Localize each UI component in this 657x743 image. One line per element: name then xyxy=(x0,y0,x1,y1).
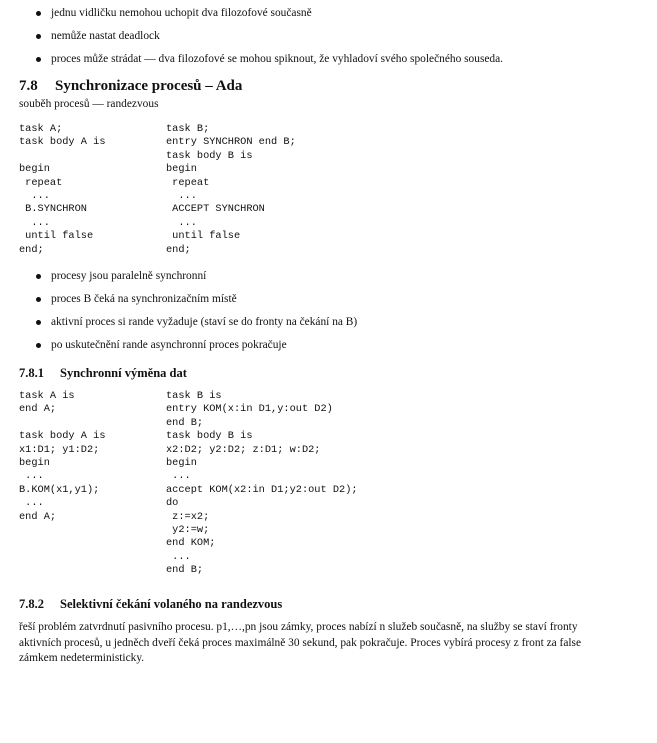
code-line: ... xyxy=(19,189,50,202)
list-item: procesy jsou paralelně synchronní xyxy=(19,269,639,284)
list-item: po uskutečnění rande asynchronní proces pokračuje xyxy=(19,338,639,353)
code-line: y2:=w; xyxy=(166,523,210,536)
code-line: end KOM; xyxy=(166,537,216,550)
paragraph-selective-waiting: řeší problém zatvrdnutí pasivního procesu. p1,…,pn jsou zámky, proces nabízí n služeb současně, na služby se staví fronty aktivních procesů, u jedněch dveří čeká proces maximálně 30 sekund, pak pokračuje. Proces vybírá procesy z front za false zámkem nedeterministicky. xyxy=(19,621,582,664)
code-line: ... xyxy=(19,216,50,229)
code-line: B.KOM(x1,y1); xyxy=(19,483,100,496)
code-line: task A is xyxy=(19,390,75,402)
code-line: ... xyxy=(166,470,191,483)
code-line: end A; xyxy=(19,403,57,416)
code-line: task body A is xyxy=(19,136,106,149)
code-line: repeat xyxy=(166,176,210,189)
code-line: ... xyxy=(19,497,44,510)
bullet-icon xyxy=(36,297,41,302)
code-line: do xyxy=(166,497,179,510)
code-column-task-b xyxy=(166,123,296,257)
code-line: task body A is xyxy=(19,430,106,443)
section-number: 7.8 xyxy=(19,78,38,94)
code-line: task body B is xyxy=(166,430,253,443)
top-bullet-list xyxy=(19,6,639,67)
subsection-number: 7.8.1 xyxy=(19,366,44,380)
code-line: ... xyxy=(166,189,197,202)
code-column-task-a xyxy=(19,390,106,524)
list-item: nemůže nastat deadlock xyxy=(19,29,639,44)
list-item: proces B čeká na synchronizačním místě xyxy=(19,292,639,307)
bullet-icon xyxy=(36,57,41,62)
list-item: proces může strádat — dva filozofové se mohou spiknout, že vyhladoví svého společného souseda. xyxy=(19,52,639,67)
bullet-icon xyxy=(36,343,41,348)
bullet-icon xyxy=(36,320,41,325)
code-line: until false xyxy=(166,230,241,243)
code-block-rendezvous xyxy=(19,123,639,257)
code-column-task-a xyxy=(19,123,106,257)
section-heading-7-8 xyxy=(19,77,639,95)
code-line: entry SYNCHRON end B; xyxy=(166,136,296,149)
code-line: end B; xyxy=(166,416,204,429)
code-line: ... xyxy=(19,470,44,483)
code-line: end B; xyxy=(166,564,204,577)
code-line: task body B is xyxy=(166,149,253,162)
list-item: jednu vidličku nemohou uchopit dva filozofové současně xyxy=(19,6,639,21)
code-line: end; xyxy=(166,243,191,256)
code-line xyxy=(19,417,106,430)
section-title: Synchronizace procesů – Ada xyxy=(55,78,243,94)
code-line: x2:D2; y2:D2; z:D1; w:D2; xyxy=(166,443,321,456)
code-line: ACCEPT SYNCHRON xyxy=(166,203,265,216)
subsection-title: Selektivní čekání volaného na randezvous xyxy=(60,597,283,611)
code-line: task B is xyxy=(166,390,222,402)
rendezvous-bullet-list xyxy=(19,269,639,353)
code-line: repeat xyxy=(19,176,63,189)
code-line: z:=x2; xyxy=(166,510,210,523)
code-line xyxy=(19,150,106,163)
code-line: task B; xyxy=(166,123,210,135)
code-line: B.SYNCHRON xyxy=(19,203,87,216)
bullet-icon xyxy=(36,34,41,39)
code-column-task-b xyxy=(166,390,358,577)
code-line: end A; xyxy=(19,510,57,523)
code-line: begin xyxy=(19,163,50,176)
code-line: begin xyxy=(166,163,197,176)
code-line: accept KOM(x2:in D1;y2:out D2); xyxy=(166,483,358,496)
code-line: ... xyxy=(166,216,197,229)
code-line: x1:D1; y1:D2; xyxy=(19,443,100,456)
section-subtitle: souběh procesů — randezvous xyxy=(19,98,159,110)
code-line: task A; xyxy=(19,123,63,135)
subsection-title: Synchronní výměna dat xyxy=(60,366,187,380)
code-line: begin xyxy=(19,456,50,469)
code-line: begin xyxy=(166,456,197,469)
code-line: entry KOM(x:in D1,y:out D2) xyxy=(166,403,333,416)
bullet-icon xyxy=(36,11,41,16)
subsection-heading-7-8-1 xyxy=(19,365,639,381)
code-block-data-exchange xyxy=(19,390,639,578)
document-page xyxy=(19,6,639,667)
code-line: ... xyxy=(166,550,191,563)
subsection-number: 7.8.2 xyxy=(19,597,44,611)
bullet-icon xyxy=(36,274,41,279)
list-item: aktivní proces si rande vyžaduje (staví se do fronty na čekání na B) xyxy=(19,315,639,330)
code-line: until false xyxy=(19,230,94,243)
code-line: end; xyxy=(19,243,44,256)
subsection-heading-7-8-2 xyxy=(19,596,639,612)
